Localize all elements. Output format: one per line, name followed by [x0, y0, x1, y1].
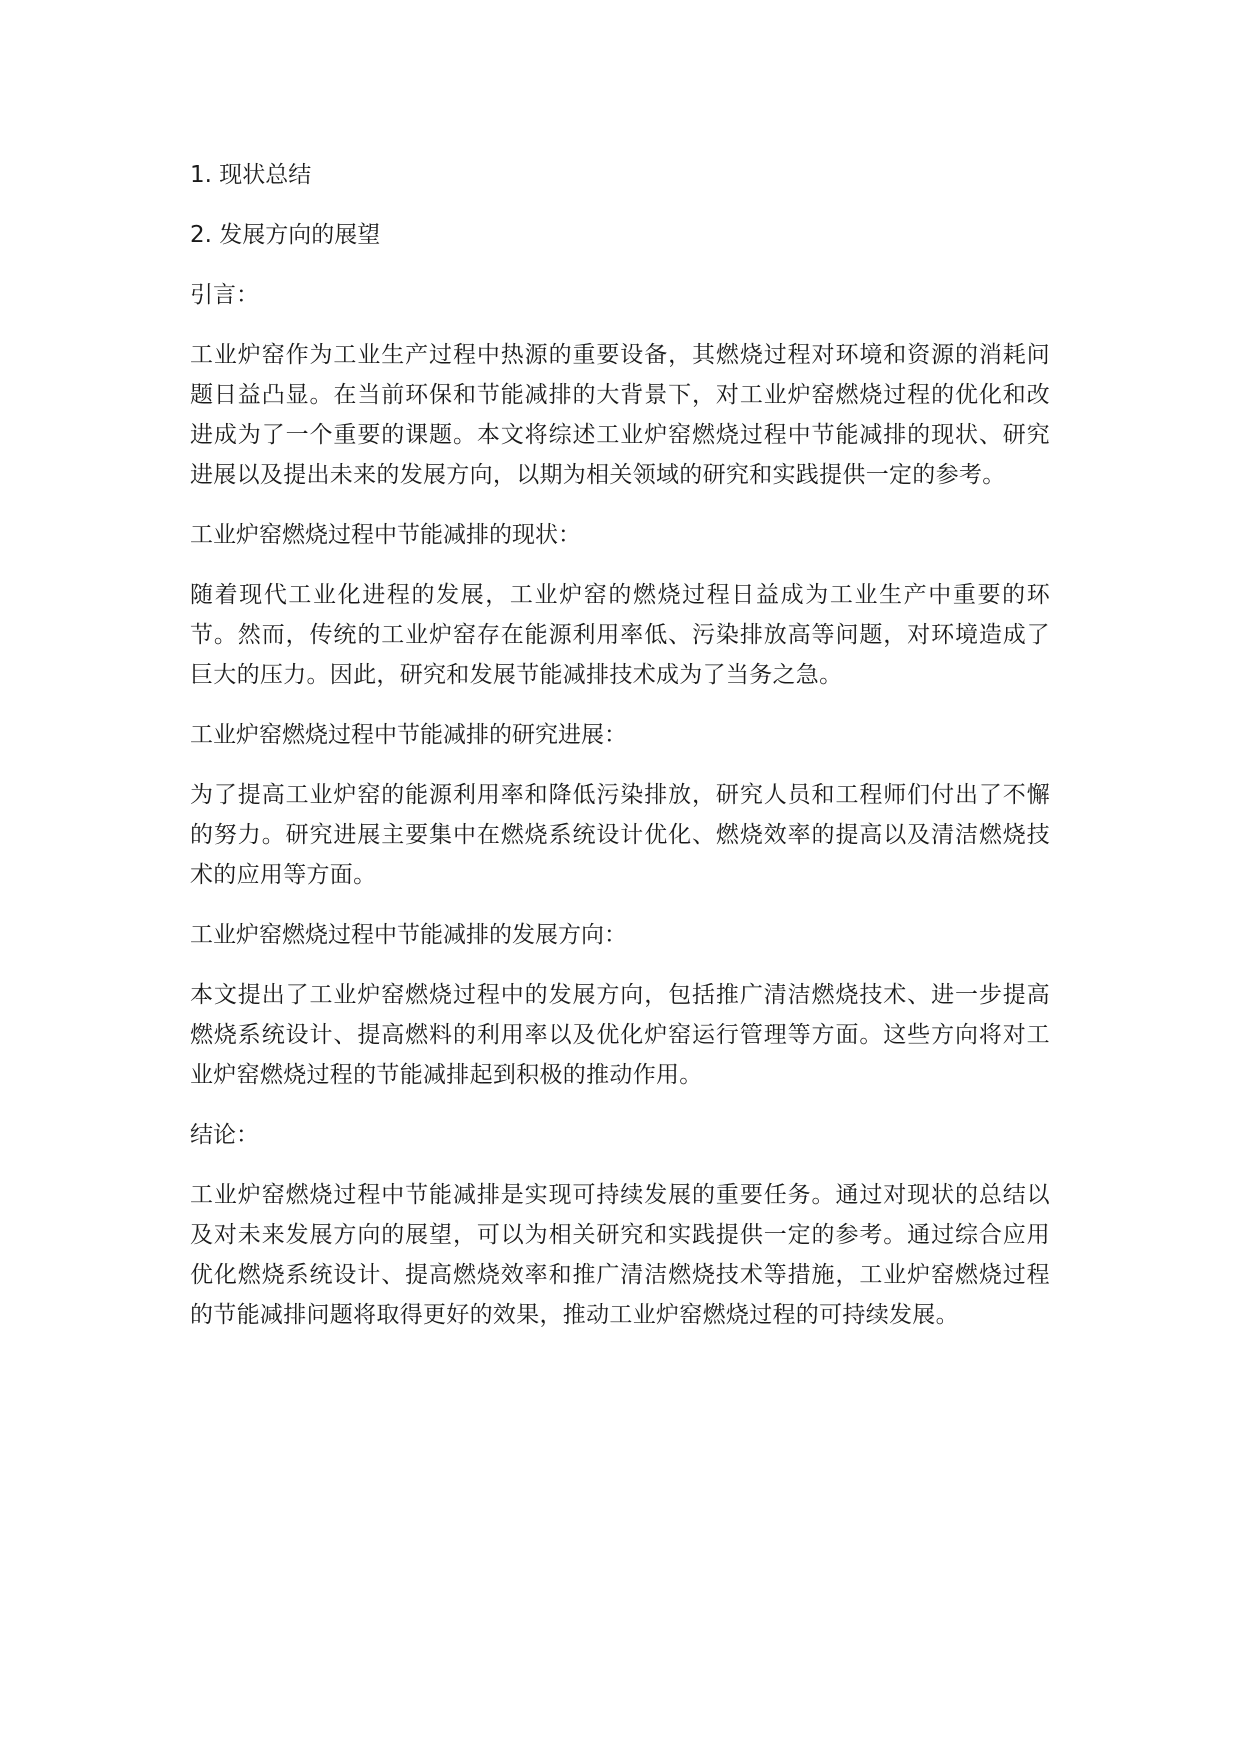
section-heading-status: 工业炉窑燃烧过程中节能减排的现状：: [190, 522, 581, 548]
section-heading-conclusion: 结论：: [190, 1122, 259, 1148]
list-item-outlook: 2. 发展方向的展望: [190, 222, 381, 248]
section-heading-direction: 工业炉窑燃烧过程中节能减排的发展方向：: [190, 922, 627, 948]
paragraph-progress: 为了提高工业炉窑的能源利用率和降低污染排放，研究人员和工程师们付出了不懈的努力。研究进展主要集中在燃烧系统设计优化、燃烧效率的提高以及清洁燃烧技术的应用等方面。: [190, 782, 1050, 888]
paragraph-status: 随着现代工业化进程的发展，工业炉窑的燃烧过程日益成为工业生产中重要的环节。然而，传统的工业炉窑存在能源利用率低、污染排放高等问题，对环境造成了巨大的压力。因此，研究和发展节能减排技术成为了当务之急。: [190, 582, 1050, 688]
section-heading-introduction: 引言：: [190, 282, 259, 308]
paragraph-conclusion: 工业炉窑燃烧过程中节能减排是实现可持续发展的重要任务。通过对现状的总结以及对未来发展方向的展望，可以为相关研究和实践提供一定的参考。通过综合应用优化燃烧系统设计、提高燃烧效率和推广清洁燃烧技术等措施，工业炉窑燃烧过程的节能减排问题将取得更好的效果，推动工业炉窑燃烧过程的可持续发展。: [190, 1182, 1050, 1328]
paragraph-direction: 本文提出了工业炉窑燃烧过程中的发展方向，包括推广清洁燃烧技术、进一步提高燃烧系统设计、提高燃料的利用率以及优化炉窑运行管理等方面。这些方向将对工业炉窑燃烧过程的节能减排起到积极的推动作用。: [190, 982, 1050, 1088]
document-body: [190, 155, 1050, 1335]
list-item-summary: 1. 现状总结: [190, 162, 312, 188]
paragraph-introduction: 工业炉窑作为工业生产过程中热源的重要设备，其燃烧过程对环境和资源的消耗问题日益凸显。在当前环保和节能减排的大背景下，对工业炉窑燃烧过程的优化和改进成为了一个重要的课题。本文将综述工业炉窑燃烧过程中节能减排的现状、研究进展以及提出未来的发展方向，以期为相关领域的研究和实践提供一定的参考。: [190, 342, 1050, 488]
section-heading-progress: 工业炉窑燃烧过程中节能减排的研究进展：: [190, 722, 627, 748]
